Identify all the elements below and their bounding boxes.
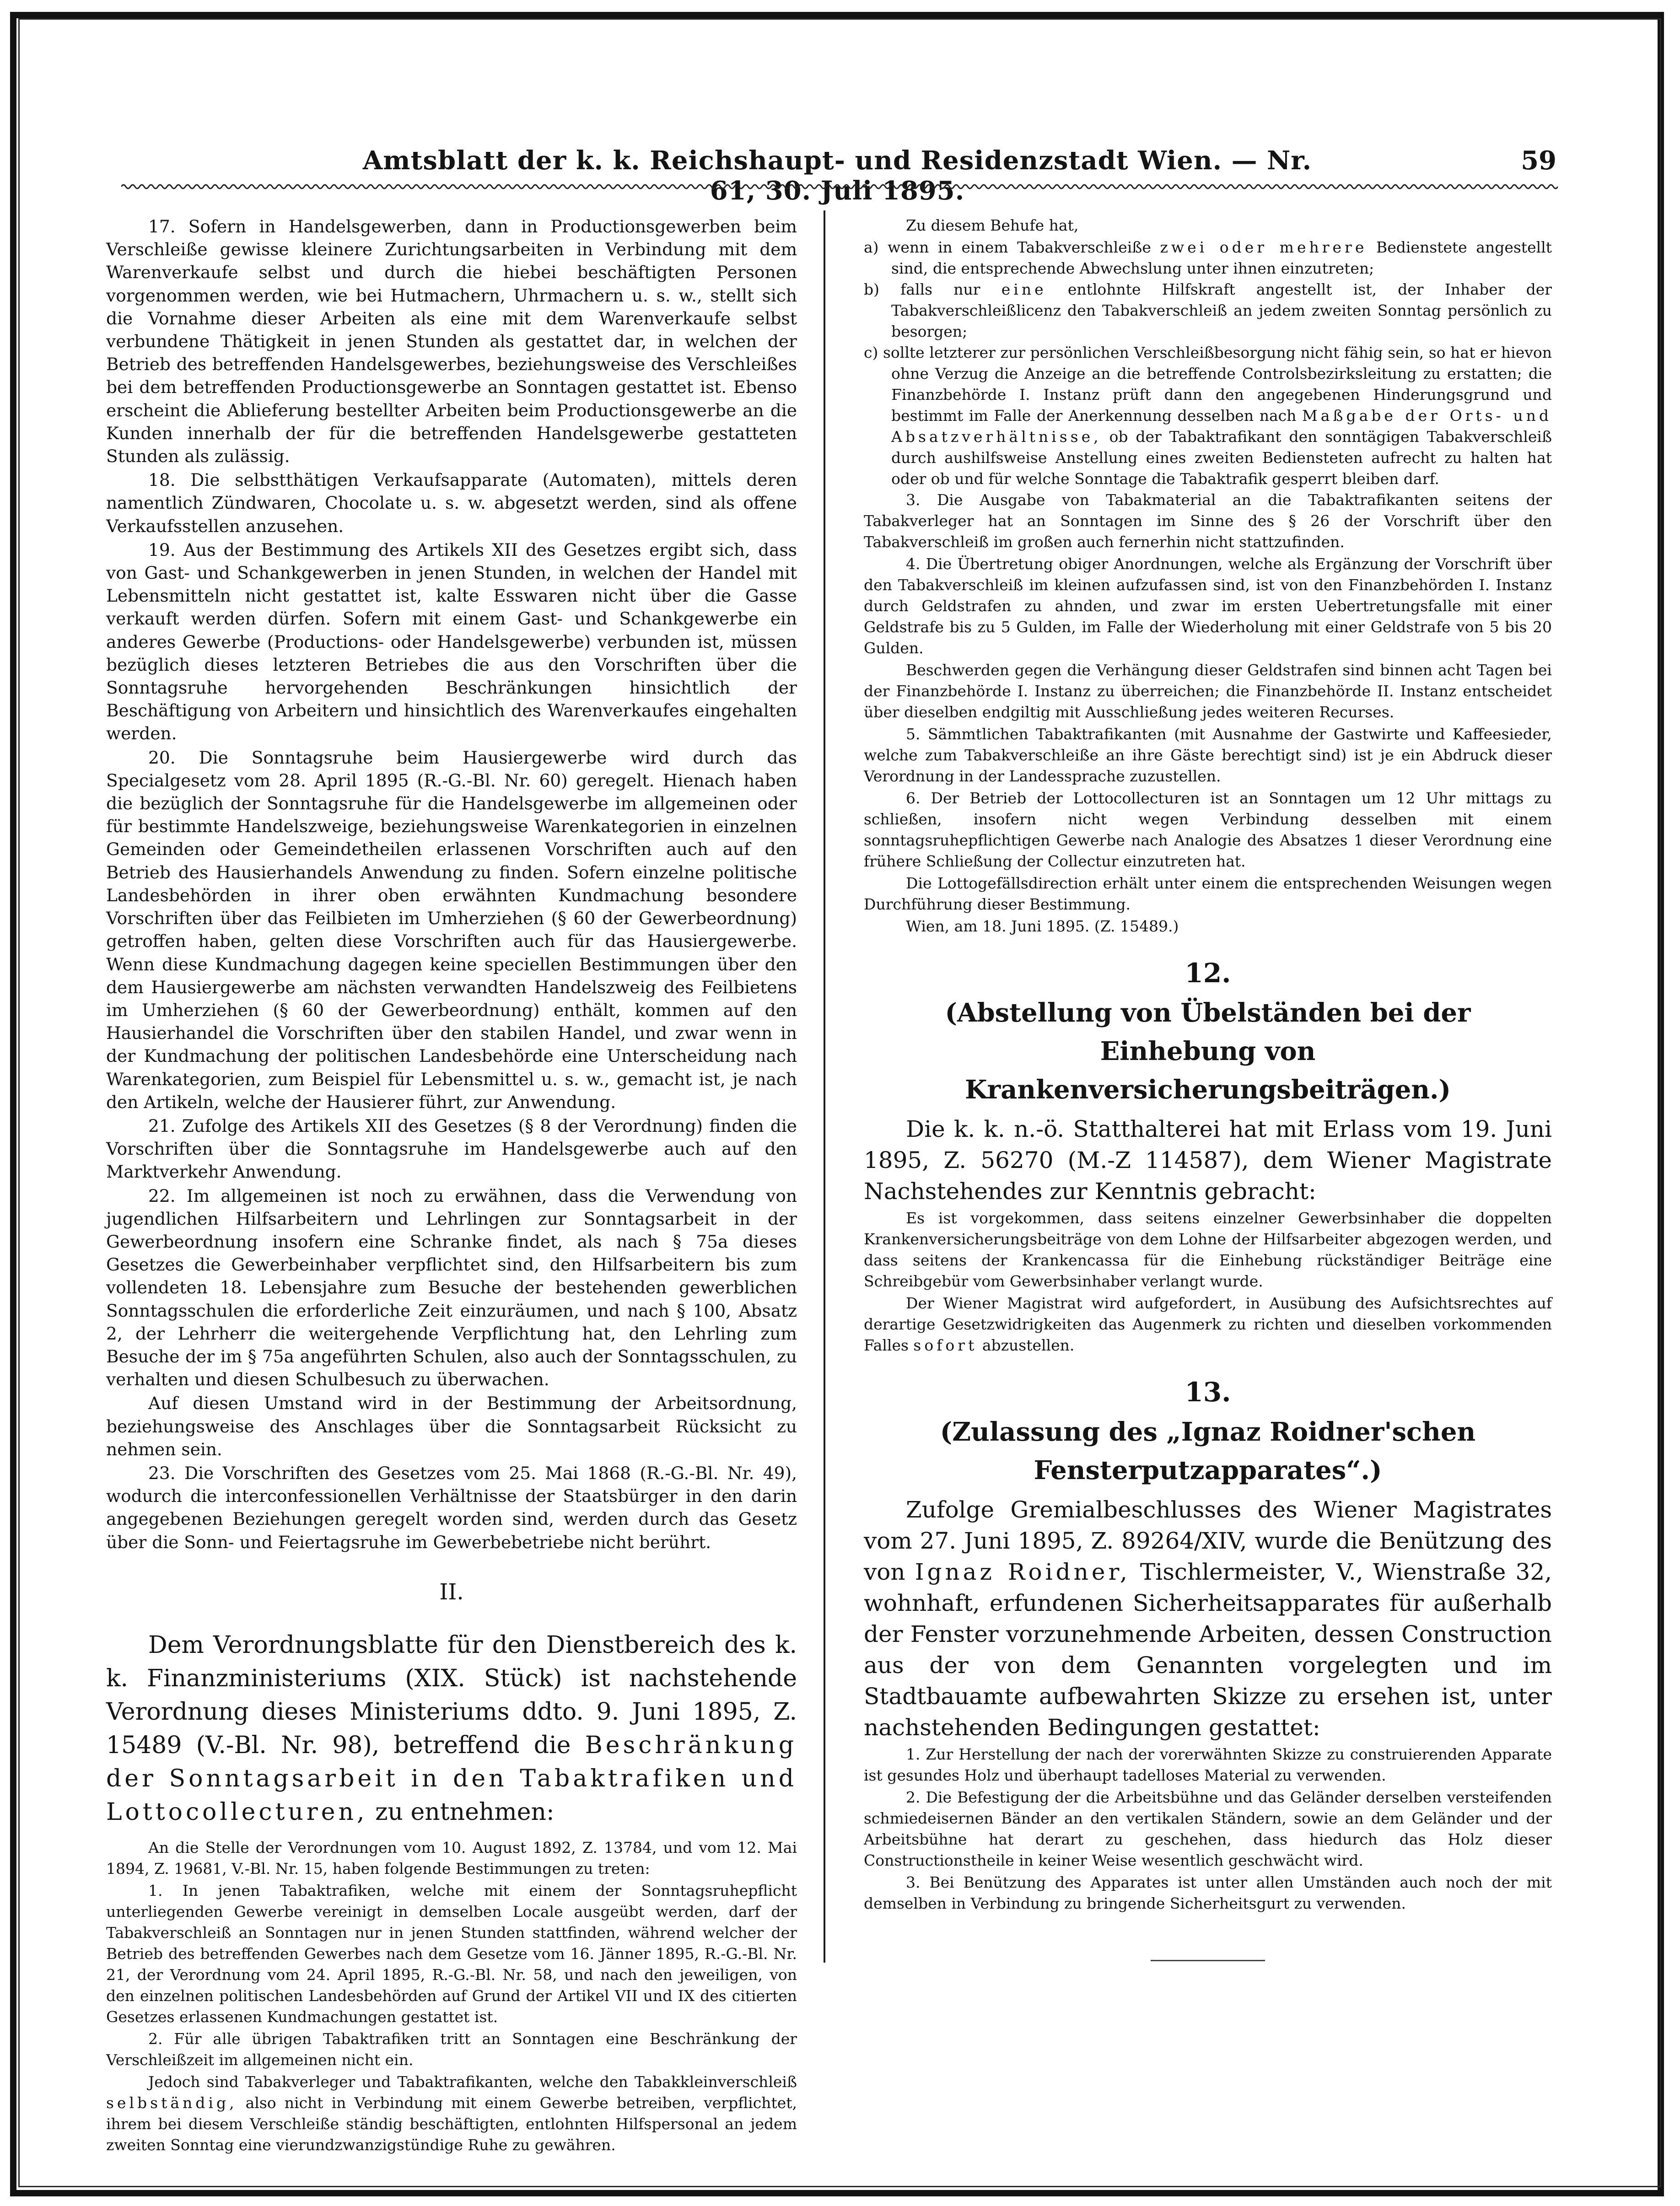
item-a-spaced: zwei oder mehrere: [1160, 238, 1368, 256]
intro-closing: zu entnehmen:: [375, 1798, 555, 1826]
item-c-spaced: Maßgabe der Orts- und Absatzverhältnisse,: [891, 407, 1552, 446]
section-13-intro: [864, 1494, 1552, 1743]
condition-3: 3. Bei Benützung des Apparates ist unter allen Umständen auch noch der mit demselben in Verbindung zu bringende Sicherheitsgurt zu verwenden.: [864, 1873, 1552, 1912]
order-point-4: 4. Die Übertretung obiger Anordnungen, welche als Ergänzung der Vorschrift über den Tabakverschleiß im kleinen aufzufassen sind, ist von den Finanzbehörden I. Instanz durch Geldstrafen zu ahnden, und zwar im ersten Uebertretungsfalle mit einer Geldstrafe bis zu 5 Gulden, im Falle der Wiederholung mit einer Geldstrafe von 5 bis 20 Gulden.: [864, 555, 1552, 657]
order-point-1: 1. In jenen Tabaktrafiken, welche mit einem der Sonntagsruhepflicht unterliegenden Gewerbe vereinigt in demselben Locale ausgeübt werden, darf der Tabakverschleiß an Sonntagen nur in jenen Stunden stattfinden, während welcher der Betrieb des betreffenden Gewerbes nach dem Gesetze vom 16. Jänner 1895, R.-G.-Bl. Nr. 21, der Verordnung vom 24. April 1895, R.-G.-Bl. Nr. 58, und nach den jeweiligen, von den einzelnen politischen Landesbehörden auf Grund der Artikel VII und IX des citierten Gesetzes erlassenen Kundmachungen gestattet ist.: [106, 1881, 797, 2026]
s13-inventor-name: Ignaz Roidner,: [915, 1559, 1131, 1585]
section-12-text: Es ist vorgekommen, dass seitens einzelner Gewerbsinhaber die doppelten Krankenversicherungsbeiträge von dem Lohne der Hilfsarbeiter abgezogen werden, und dass seitens der Krankencassa für die Einhebung rückständiger Beiträge eine Schreibgebür vom Gewerbsinhaber verlangt wurde.: [864, 1209, 1552, 1290]
section-12-intro: Die k. k. n.-ö. Statthalterei hat mit Erlass vom 19. Juni 1895, Z. 56270 (M.-Z 114587), dem Wiener Magistrate Nachstehendes zur Kenntnis gebracht:: [864, 1116, 1552, 1205]
order-lottery-direction: Die Lottogefällsdirection erhält unter einem die entsprechenden Weisungen wegen Durchführung dieser Bestimmung.: [864, 874, 1552, 913]
condition-2: 2. Die Befestigung der die Arbeitsbühne und das Geländer derselben versteifenden schmiedeisernen Bänder an den vertikalen Ständern, sowie an dem Geländer und der Arbeitsbühne hat derart zu geschehen, dass hiedurch das Holz dieser Constructionstheile in keiner Weise wesentlich geschwächt wird.: [864, 1788, 1552, 1869]
paragraph-18: 18. Die selbstthätigen Verkaufsapparate (Automaten), mittels deren namentlich Zündwaren, Chocolate u. s. w. abgesetzt werden, sind als offene Verkaufsstellen anzusehen.: [106, 470, 797, 536]
order-point-5: 5. Sämmtlichen Tabaktrafikanten (mit Ausnahme der Gastwirte und Kaffeesieder, welche zum Tabakverschleiße an ihre Gäste berechtigt sind) ist je ein Abdruck dieser Verordnung in der Landessprache zuzustellen.: [864, 725, 1552, 785]
item-a-end: Bedienstete angestellt sind, die entsprechende Abwechslung unter ihnen einzutreten;: [891, 238, 1552, 277]
intro-text: Dem Verordnungsblatte für den Dienstbereich des k. k. Finanzministeriums (XIX. Stück) ist nachstehende Verordnung dieses Ministeriums ddto. 9. Juni 1895, Z. 15489 (V.-Bl. Nr. 98), betreffend die: [106, 1631, 797, 1759]
column-divider: [824, 210, 825, 1963]
paragraph-21: 21. Zufolge des Artikels XII des Gesetzes (§ 8 der Verordnung) finden die Vorschriften über die Sonntagsruhe im Handelsgewerbe auch auf den Marktverkehr Anwendung.: [106, 1115, 797, 1182]
directive-text: Der Wiener Magistrat wird aufgefordert, in Ausübung des Aufsichtsrechtes auf derartige Gesetzwidrigkeiten das Augenmerk zu richten und dieselben vorkommenden Falles: [864, 1294, 1552, 1354]
order-point-2: 2. Für alle übrigen Tabaktrafiken tritt an Sonntagen eine Beschränkung der Verschleißzeit im allgemeinen nicht ein.: [106, 2029, 797, 2069]
directive-spaced: sofort: [913, 1336, 978, 1354]
paragraph-23: 23. Die Vorschriften des Gesetzes vom 25. Mai 1868 (R.-G.-Bl. Nr. 49), wodurch die interconfessionellen Verhältnisse der Staatsbürger in den darin angegebenen Beziehungen geregelt worden sind, werden durch das Gesetz über die Sonn- und Feiertagsruhe im Gewerbebetriebe nicht berührt.: [106, 1463, 797, 1552]
order-text-end: also nicht in Verbindung mit einem Gewerbe betreiben, verpflichtet, ihrem bei diesem Verschleiße ständig beschäftigten, entlohnten Hilfspersonal an jedem zweiten Sonntag eine vierundzwanzigstündige Ruhe zu gewähren.: [106, 2093, 797, 2154]
intro-spaced-subject: Beschränkung der Sonntagsarbeit in den Tabaktrafiken und Lottocollecturen,: [106, 1731, 797, 1826]
s13-intro-end: Tischlermeister, V., Wienstraße 32, wohnhaft, erfundenen Sicherheitsapparates für außerhalb der Fenster vorzunehmende Arbeiten, dessen Construction aus der von dem Genannten vorgelegten und im Stadtbauamte aufbewahrten Skizze zu ersehen ist, unter nachstehenden Bedingungen gestattet:: [864, 1559, 1552, 1741]
page-number: 59: [1521, 145, 1556, 176]
section-13-title: (Zulassung des „Ignaz Roidner'schen Fensterputzapparates“.): [940, 1417, 1476, 1485]
item-b-text: b) falls nur: [864, 280, 980, 298]
order-point-3: 3. Die Ausgabe von Tabakmaterial an die Tabaktrafikanten seitens der Tabakverleger hat an Sonntagen im Sinne des § 26 der Vorschrift über den Tabakverschleiß im großen auch fernerhin nicht stattzufinden.: [864, 491, 1552, 551]
order-item-a: [864, 237, 1552, 279]
item-a-text: a) wenn in einem Tabakverschleiße: [864, 238, 1151, 256]
item-c-end: ob der Tabaktrafikant den sonntägigen Tabakverschleiß durch aushilfsweise Anstellung eines zweiten Bediensteten aufrecht zu halten hat oder ob und für welche Sonntage die Tabaktrafik gesperrt bleiben darf.: [891, 428, 1552, 488]
section-12-title: (Abstellung von Übelständen bei der Einhebung von Krankenversicherungsbeiträgen.): [945, 998, 1471, 1105]
end-rule: [1151, 1960, 1265, 1961]
order-signature: Wien, am 18. Juni 1895. (Z. 15489.): [906, 917, 1179, 935]
condition-1: 1. Zur Herstellung der nach der vorerwähnten Skizze zu construierenden Apparate ist gesundes Holz und überhaupt tadelloses Material zu verwenden.: [864, 1745, 1552, 1784]
order-spaced-word: selbständig,: [106, 2093, 237, 2112]
order-text: Jedoch sind Tabakverleger und Tabaktrafikanten, welche den Tabakkleinverschleiß: [148, 2072, 797, 2091]
item-c-text: c) sollte letzterer zur persönlichen Verschleißbesorgung nicht fähig sein, so hat er hievon ohne Verzug die Anzeige an die betreffende Controlsbezirksleitung zu erstatten; die Finanzbehörde I. Instanz prüft dann den angegebenen Hinderungsgrund und bestimmt im Falle der Anerkennung desselben nach: [864, 344, 1552, 425]
header-wavy-rule: [121, 182, 1558, 191]
paragraph-22: 22. Im allgemeinen ist noch zu erwähnen, dass die Verwendung von jugendlichen Hilfsarbeitern und Lehrlingen zur Sonntagsarbeit in der Gewerbeordnung insofern eine Schranke findet, als nach § 75a dieses Gesetzes die Gewerbeinhaber verpflichtet sind, den Hilfsarbeitern bis zum vollendeten 18. Lebensjahre zum Besuche der bestehenden gewerblichen Sonntagsschulen die erforderliche Zeit einzuräumen, und nach § 100, Absatz 2, der Lehrherr die weitergehende Verpflichtung hat, den Lehrling zum Besuche der im § 75a angeführten Schulen, also auch der Sonntagsschulen, zu verhalten und diesen Schulbesuch zu überwachen.: [106, 1185, 797, 1390]
finance-ministry-intro: [106, 1629, 797, 1829]
left-column: [106, 215, 797, 2157]
directive-end: abzustellen.: [982, 1336, 1075, 1354]
section-12-number: 12.: [1185, 958, 1231, 989]
purpose-line: Zu diesem Behufe hat,: [906, 216, 1079, 234]
order-item-c: [864, 342, 1552, 490]
order-item-b: [864, 279, 1552, 342]
item-b-spaced: eine: [1001, 280, 1047, 298]
order-complaints: Beschwerden gegen die Verhängung dieser Geldstrafen sind binnen acht Tagen bei der Finanzbehörde I. Instanz zu überreichen; die Finanzbehörde II. Instanz entscheidet über dieselben endgiltig mit Ausschließung jedes weiteren Recurses.: [864, 661, 1552, 721]
section-13-number: 13.: [1185, 1377, 1231, 1408]
paragraph-22-note: Auf diesen Umstand wird in der Bestimmung der Arbeitsordnung, beziehungsweise des Anschlages über die Sonntagsarbeit Rücksicht zu nehmen sein.: [106, 1393, 797, 1459]
paragraph-19: 19. Aus der Bestimmung des Artikels XII des Gesetzes ergibt sich, dass von Gast- und Schankgewerben in jenen Stunden, in welchen der Handel mit Lebensmitteln nicht gestattet ist, kalte Esswaren nicht über die Gasse verkauft werden dürfen. Sofern mit einem Gast- und Schankgewerbe ein anderes Gewerbe (Productions- oder Handelsgewerbe) verbunden ist, müssen bezüglich dieses letzteren Betriebes die aus den Vorschriften über die Sonntagsruhe hervorgehenden Beschränkungen hinsichtlich der Beschäftigung von Arbeitern und hinsichtlich des Warenverkaufes eingehalten werden.: [106, 539, 797, 744]
section-12-directive: [864, 1293, 1552, 1356]
order-point-2-continued: [106, 2071, 797, 2156]
right-column: [864, 215, 1552, 1961]
order-point-6: 6. Der Betrieb der Lottocollecturen ist an Sonntagen um 12 Uhr mittags zu schließen, insofern nicht wegen Verbindung desselben mit einem sonntagsruhepflichtigen Gewerbe nach Analogie des Absatzes 1 dieser Verordnung eine frühere Schließung der Collectur einzutreten hat.: [864, 789, 1552, 870]
section-roman-numeral: II.: [439, 1579, 464, 1605]
order-preamble: An die Stelle der Verordnungen vom 10. August 1892, Z. 13784, und vom 12. Mai 1894, Z. 19681, V.-Bl. Nr. 15, haben folgende Bestimmungen zu treten:: [106, 1838, 797, 1878]
running-header: Amtsblatt der k. k. Reichshaupt- und Residenzstadt Wien. — Nr. 61, 30. Juli 1895.: [362, 145, 1312, 206]
paragraph-17: 17. Sofern in Handelsgewerben, dann in Productionsgewerben beim Verschleiße gewisse kleinere Zurichtungsarbeiten in Verbindung mit dem Warenverkaufe selbst und durch die hiebei beschäftigten Personen vorgenommen werden, wie bei Hutmachern, Uhrmachern u. s. w., stellt sich die Vornahme dieser Arbeiten als eine mit dem Warenverkaufe selbst verbundene Thätigkeit in jenen Stunden als gestattet dar, in welchen der Betrieb des betreffenden Handelsgewerbes, beziehungsweise des Verschleißes bei dem betreffenden Productionsgewerbe an Sonntagen gestattet ist. Ebenso erscheint die Ablieferung bestellter Arbeiten beim Productionsgewerbe an die Kunden innerhalb der für die betreffenden Handelsgewerbe gestatteten Stunden als zulässig.: [106, 216, 797, 467]
paragraph-20: 20. Die Sonntagsruhe beim Hausiergewerbe wird durch das Specialgesetz vom 28. April 1895 (R.-G.-Bl. Nr. 60) geregelt. Hienach haben die bezüglich der Sonntagsruhe für die Handelsgewerbe im allgemeinen oder für bestimmte Handelszweige, beziehungsweise Warenkategorien in einzelnen Gemeinden oder Gemeindetheilen erlassenen Vorschriften auch auf den Betrieb des Hausierhandels Anwendung zu finden. Sofern einzelne politische Landesbehörden in ihrer oben erwähnten Kundmachung besondere Vorschriften über das Feilbieten im Umherziehen (§ 60 der Gewerbeordnung) getroffen haben, gelten diese Vorschriften auch für das Hausiergewerbe. Wenn diese Kundmachung dagegen keine speciellen Bestimmungen über den dem Hausiergewerbe am nächsten verwandten Handelszweig des Feilbietens im Umherziehen (§ 60 der Gewerbeordnung) enthält, kommen auf den Hausierhandel die Vorschriften über den stabilen Handel, und zwar wenn in der Kundmachung der politischen Landesbehörde eine Unterscheidung nach Warenkategorien, zum Beispiel für Lebensmittel u. s. w., gemacht ist, je nach den Artikeln, welche der Hausierer führt, zur Anwendung.: [106, 747, 797, 1112]
item-b-end: entlohnte Hilfskraft angestellt ist, der Inhaber der Tabakverschleißlicenz den Tabakverschleiß an jedem zweiten Sonntag persönlich zu besorgen;: [891, 280, 1552, 340]
s13-intro-text: Zufolge Gremialbeschlusses des Wiener Magistrates vom 27. Juni 1895, Z. 89264/XIV, wurde die Benützung des von: [864, 1496, 1552, 1585]
